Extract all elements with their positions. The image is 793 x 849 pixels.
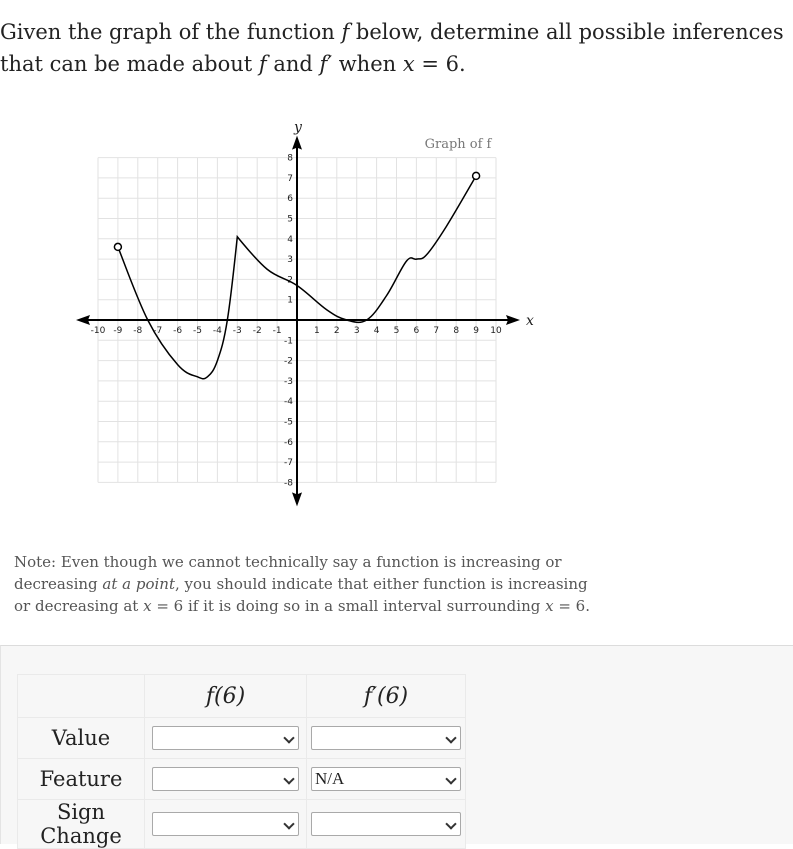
chevron-down-icon: [283, 773, 294, 784]
fprime-value-select[interactable]: [311, 726, 461, 750]
row-label-feature: Feature: [18, 759, 145, 800]
x-tick-label: 10: [490, 326, 502, 336]
f-sign-change-select[interactable]: [152, 812, 299, 836]
x-tick-label: 9: [473, 326, 479, 336]
y-tick-label: -6: [284, 437, 293, 448]
y-tick-label: -4: [284, 397, 293, 408]
answer-table: [17, 674, 466, 849]
fprime-feature-select[interactable]: N/A: [311, 767, 461, 791]
x-tick-label: -4: [212, 326, 222, 336]
x-tick-label: 8: [453, 326, 460, 336]
x-tick-label: 7: [433, 326, 440, 336]
x-tick-label: 6: [413, 326, 420, 336]
x-tick-label: -10: [90, 326, 106, 336]
fprime-sign-change-select[interactable]: [311, 812, 461, 836]
y-axis-arrow-down-icon: [292, 492, 302, 506]
x-tick-label: 4: [373, 326, 380, 336]
chevron-down-icon: [445, 773, 456, 784]
y-tick-label: 5: [287, 214, 293, 225]
x-tick-label: -8: [133, 326, 143, 336]
y-tick-label: 6: [287, 194, 293, 205]
x-tick-label: -5: [193, 326, 202, 336]
function-graph: [0, 118, 793, 518]
x-tick-label: -3: [232, 326, 242, 336]
y-tick-label: -2: [284, 356, 293, 367]
x-axis-arrow-right-icon: [506, 315, 520, 325]
x-tick-label: 3: [353, 326, 360, 336]
y-tick-label: -1: [284, 336, 293, 347]
row-label-sign-change: Sign Change: [18, 800, 145, 849]
y-tick-label: 1: [287, 295, 293, 306]
x-tick-label: -6: [173, 326, 183, 336]
chevron-down-icon: [445, 732, 456, 743]
y-tick-label: 3: [287, 255, 293, 266]
y-tick-label: 2: [287, 275, 293, 286]
f-value-select[interactable]: [152, 726, 299, 750]
x-axis-arrow-left-icon: [76, 315, 90, 325]
y-tick-label: -7: [284, 458, 293, 469]
x-tick-label: 2: [333, 326, 340, 336]
row-label-value: Value: [18, 718, 145, 759]
chevron-down-icon: [283, 732, 294, 743]
y-axis-label: y: [294, 119, 302, 136]
x-tick-label: -2: [252, 326, 262, 336]
y-axis-arrow-up-icon: [292, 136, 302, 150]
open-endpoint-marker: [473, 172, 480, 179]
note-text: Note: Even though we cannot technically say a function is increasing or decreasing at a point, you should indicate that either function is increasing or decreasing at x = 6 if it is doing so in a small interval surrounding x = 6.: [14, 553, 590, 615]
y-tick-label: -3: [284, 376, 293, 387]
column-header-fprime: f′(6): [307, 675, 466, 718]
x-tick-label: -9: [113, 326, 123, 336]
y-tick-label: 7: [287, 173, 293, 184]
f-feature-select[interactable]: [152, 767, 299, 791]
corner-cell: [18, 675, 145, 718]
open-endpoint-marker: [114, 243, 121, 250]
x-tick-label: 5: [393, 326, 400, 336]
chevron-down-icon: [283, 818, 294, 829]
column-header-f: f(6): [145, 675, 307, 718]
graph-svg: [0, 118, 793, 518]
x-tick-label: -7: [153, 326, 163, 336]
x-tick-label: 1: [314, 326, 320, 336]
answer-panel: [0, 645, 793, 848]
x-tick-label: -1: [272, 326, 282, 336]
chevron-down-icon: [445, 818, 456, 829]
graph-title: Graph of f: [424, 137, 492, 152]
y-tick-label: -5: [284, 417, 293, 428]
x-axis-label: x: [526, 313, 534, 329]
y-tick-label: -8: [284, 478, 293, 489]
question-prompt: Given the graph of the function f below, determine all possible inferences that can be made about f and f′ when x = 6.: [0, 20, 784, 76]
y-tick-label: 4: [287, 234, 293, 245]
y-tick-label: 8: [287, 153, 293, 164]
